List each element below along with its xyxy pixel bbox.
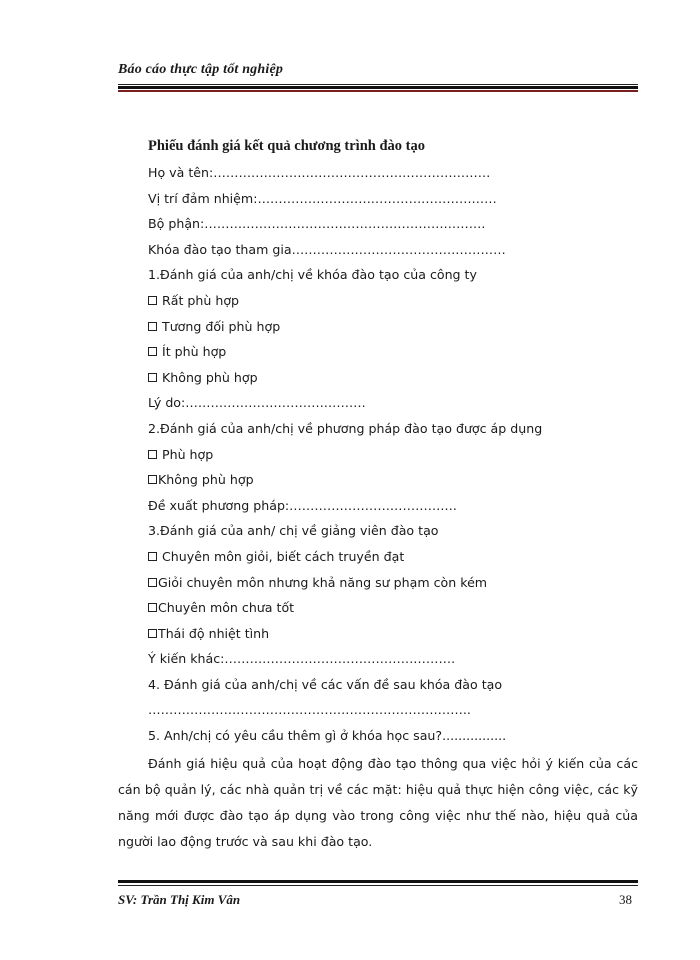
checkbox-option: [148, 570, 638, 596]
checkbox-square-icon: [148, 475, 157, 484]
form-line: [148, 237, 638, 263]
form-line: [148, 416, 638, 442]
header-rule-accent: [118, 90, 638, 92]
form-line-text: Họ và tên:…………………………………………………………: [148, 165, 491, 180]
header-rule-thin: [118, 84, 638, 85]
checkbox-option: [148, 288, 638, 314]
form-line: [148, 493, 638, 519]
form-line-text: 4. Đánh giá của anh/chị về các vấn đề sau khóa đào tạo: [148, 676, 503, 692]
checkbox-option: [148, 442, 638, 468]
page-header: [118, 62, 638, 92]
form-line: [148, 646, 638, 672]
form-title: Phiếu đánh giá kết quả chương trình đào tạo: [148, 138, 425, 154]
header-rule-thick: [118, 86, 638, 89]
checkbox-label: Rất phù hợp: [162, 292, 240, 308]
form-line-text: Ý kiến khác:……………………………………………….: [148, 651, 456, 667]
form-line-text: Đề xuất phương pháp:………………………………….: [148, 497, 457, 513]
checkbox-option: [148, 544, 638, 570]
form-line-text: Vị trí đảm nhiệm:…………………………………………………: [148, 190, 497, 206]
form-line-text: 3.Đánh giá của anh/ chị về giảng viên đào tạo: [148, 523, 439, 539]
checkbox-label: Giỏi chuyên môn nhưng khả năng sư phạm còn kém: [158, 574, 488, 590]
checkbox-label: Không phù hợp: [158, 472, 254, 488]
form-line-text: Lý do:…………………………………….: [148, 395, 366, 411]
footer-rule-thick: [118, 880, 638, 883]
form-line-text: …………………………………………………………………..: [148, 702, 471, 718]
checkbox-square-icon: [148, 629, 157, 638]
checkbox-option: [148, 365, 638, 391]
checkbox-option: [148, 314, 638, 340]
checkbox-label: Ít phù hợp: [162, 344, 227, 360]
form-line: [148, 390, 638, 416]
checkbox-square-icon: [148, 296, 157, 305]
checkbox-square-icon: [148, 450, 157, 459]
footer-author: SV: Trần Thị Kim Vân: [118, 892, 241, 907]
checkbox-square-icon: [148, 373, 157, 382]
checkbox-label: Chuyên môn giỏi, biết cách truyền đạt: [162, 548, 405, 564]
checkbox-square-icon: [148, 578, 157, 587]
form-line: [148, 262, 638, 288]
form-line: [148, 160, 638, 186]
checkbox-label: Không phù hợp: [162, 369, 258, 385]
paragraph-text: Đánh giá hiệu quả của hoạt động đào tạo thông qua việc hỏi ý kiến của các cán bộ quản lý, các nhà quản trị về các mặt: hiệu quả thực hiện công việc, các kỹ năng mới được đào tạo áp dụng vào trong công việc như thế nào, hiệu quả của người lao động trước và sau khi đào tạo.: [118, 755, 638, 849]
form-line-text: Khóa đào tạo tham gia……………………………………………: [148, 241, 506, 257]
form-line: [148, 672, 638, 698]
checkbox-square-icon: [148, 552, 157, 561]
checkbox-option: [148, 621, 638, 647]
checkbox-option: [148, 595, 638, 621]
footer-row: [118, 892, 638, 908]
checkbox-option: [148, 467, 638, 493]
form-lines: [118, 160, 638, 749]
checkbox-option: [148, 339, 638, 365]
checkbox-label: Chuyên môn chưa tốt: [158, 600, 295, 616]
checkbox-label: Thái độ nhiệt tình: [158, 625, 270, 641]
form-line: [148, 723, 638, 749]
form-line-text: 5. Anh/chị có yêu cầu thêm gì ở khóa học sau?................: [148, 728, 507, 744]
footer-rule-thin: [118, 885, 638, 886]
checkbox-square-icon: [148, 347, 157, 356]
page-content: [118, 128, 638, 855]
page-footer: [118, 880, 638, 908]
checkbox-label: Phù hợp: [162, 446, 214, 462]
form-line-text: 1.Đánh giá của anh/chị về khóa đào tạo của công ty: [148, 267, 477, 283]
form-line: [148, 697, 638, 723]
form-line-text: 2.Đánh giá của anh/chị về phương pháp đào tạo được áp dụng: [148, 420, 543, 436]
checkbox-label: Tương đối phù hợp: [162, 318, 281, 334]
checkbox-square-icon: [148, 322, 157, 331]
evaluation-paragraph: [118, 751, 638, 855]
checkbox-square-icon: [148, 603, 157, 612]
form-line-text: Bộ phận:………………………………………………………….: [148, 216, 486, 232]
form-line: [148, 518, 638, 544]
page-number: 38: [619, 892, 632, 907]
form-line: [148, 186, 638, 212]
header-title: Báo cáo thực tập tốt nghiệp: [118, 62, 284, 77]
form-line: [148, 211, 638, 237]
